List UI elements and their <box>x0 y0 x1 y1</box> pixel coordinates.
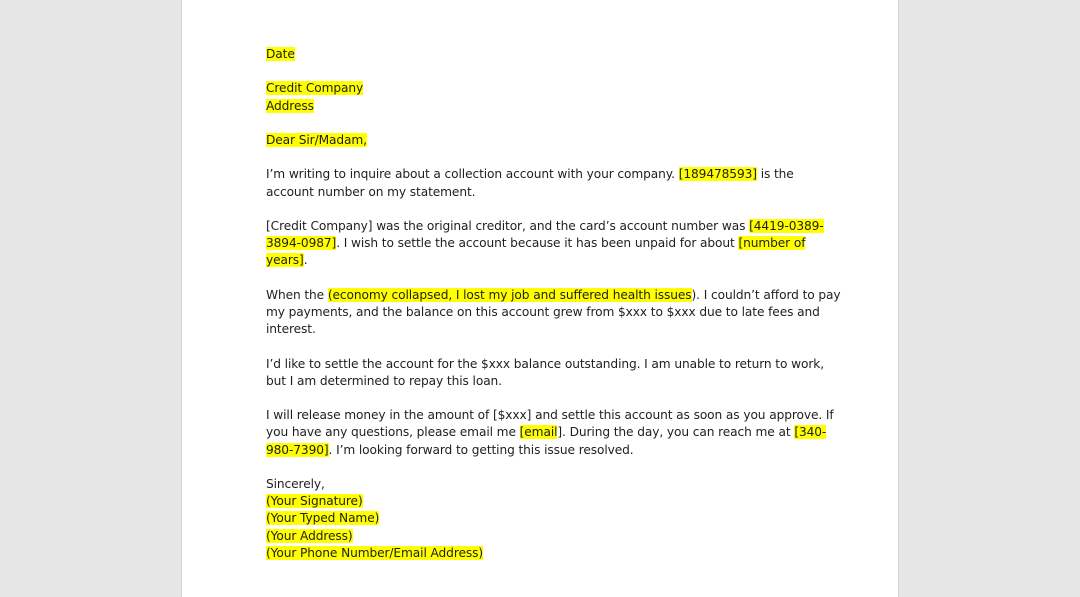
paragraph-release: I will release money in the amount of [$xxx] and settle this account as soon as you approve. If you have any questions, please email me [email]. During the day, you can reach me at [340- 980-7390]. I’m looking forward to getting this issue resolved. <box>266 408 834 457</box>
letter-body <box>266 46 841 579</box>
reason-placeholder: (economy collapsed, I lost my job and suffered health issues <box>327 287 692 302</box>
paragraph-settle: I’d like to settle the account for the $xxx balance outstanding. I am unable to return to work, but I am determined to repay this loan. <box>266 356 824 388</box>
company-address-placeholder: Address <box>266 98 314 113</box>
card-number-placeholder-cont: 3894-0987] <box>266 236 337 251</box>
company-name-placeholder: Credit Company <box>266 81 364 96</box>
account-number-placeholder: [189478593] <box>678 167 757 182</box>
salutation-text: Dear Sir/Madam, <box>266 132 367 147</box>
recipient-block <box>266 80 826 114</box>
paragraph-inquiry: I’m writing to inquire about a collection account with your company. [189478593] is the account number on my statement. <box>266 167 794 199</box>
years-placeholder: [number of <box>738 236 806 251</box>
date-placeholder: Date <box>266 47 295 61</box>
phone-placeholder: [340- <box>794 425 827 440</box>
closing-block <box>266 476 826 562</box>
email-placeholder: [email <box>519 425 558 440</box>
card-number-placeholder: [4419-0389- <box>749 218 824 233</box>
date-line <box>266 46 826 63</box>
typed-name-placeholder: (Your Typed Name) <box>266 511 380 526</box>
closing: Sincerely, <box>266 476 325 491</box>
signature-placeholder: (Your Signature) <box>266 494 363 509</box>
paragraph-reason: When the (economy collapsed, I lost my job and suffered health issues). I couldn’t afford to pay my payments, and the balance on this account grew from $xxx to $xxx due to late fees and interest. <box>266 287 841 337</box>
contact-placeholder: (Your Phone Number/Email Address) <box>266 545 484 560</box>
years-placeholder-cont: years] <box>266 253 304 268</box>
phone-placeholder-cont: 980-7390] <box>266 442 329 457</box>
address-placeholder: (Your Address) <box>266 528 353 543</box>
document-page <box>181 0 899 597</box>
paragraph-creditor: [Credit Company] was the original creditor, and the card’s account number was [4419-0389- 3894-0987]. I wish to settle the account because it has been unpaid for about [number of years]. <box>266 218 824 268</box>
salutation <box>266 132 826 149</box>
